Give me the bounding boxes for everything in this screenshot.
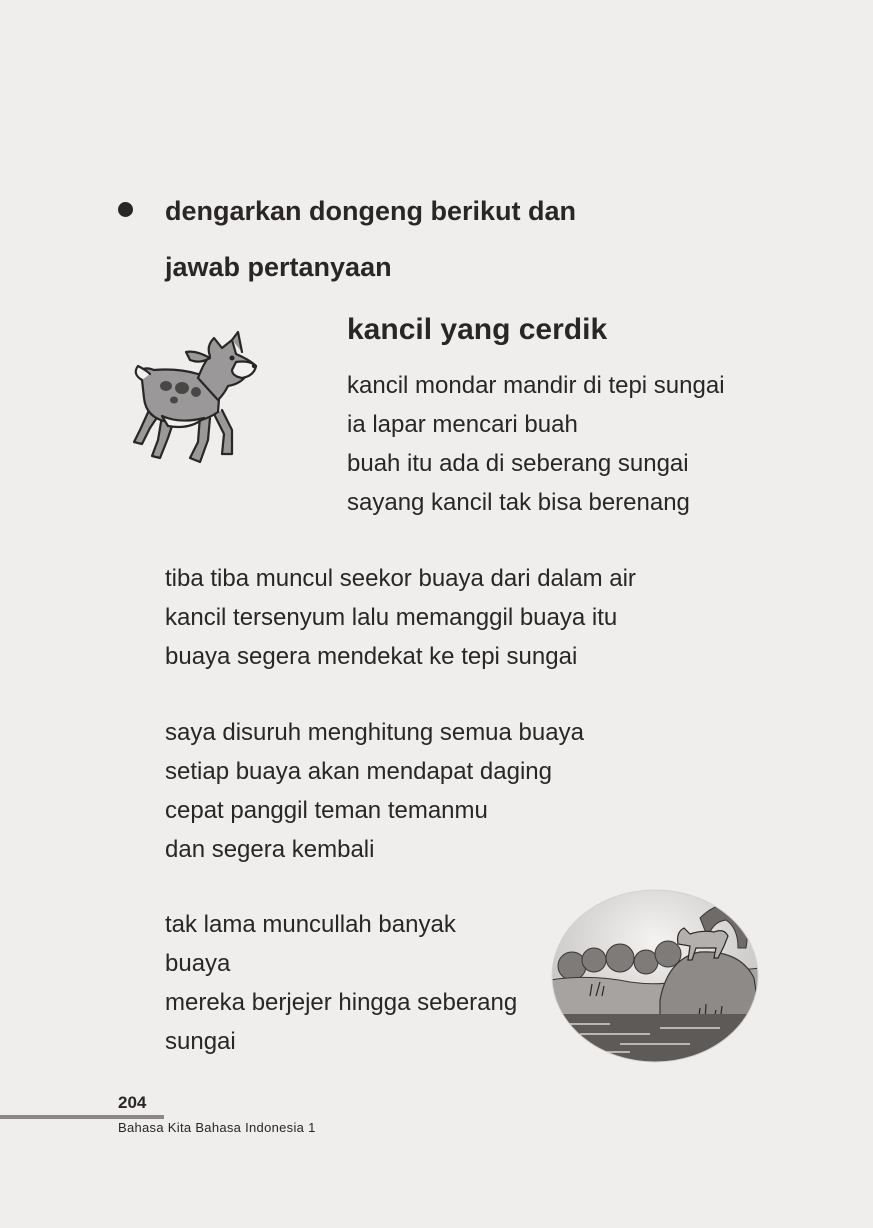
story-line: kancil tersenyum lalu memanggil buaya itu [165, 604, 618, 631]
story-line: buah itu ada di seberang sungai [347, 450, 689, 477]
book-title: Bahasa Kita Bahasa Indonesia 1 [118, 1120, 316, 1135]
page-number: 204 [118, 1093, 147, 1112]
story-line: sungai [165, 1028, 236, 1055]
story-line: setiap buaya akan mendapat daging [165, 758, 552, 785]
stanza-2 [165, 559, 636, 676]
story-line: cepat panggil teman temanmu [165, 797, 488, 824]
stanza-4 [165, 905, 517, 1061]
stanza-3 [165, 713, 584, 869]
footer-divider [0, 1115, 164, 1119]
story-line: buaya [165, 950, 231, 977]
story-line: buaya segera mendekat ke tepi sungai [165, 643, 578, 670]
instruction-line-1: dengarkan dongeng berikut dan [165, 196, 577, 226]
deer-illustration [128, 330, 264, 476]
river-scene-illustration [550, 888, 760, 1064]
bullet-icon [118, 202, 133, 217]
story-line: tiba tiba muncul seekor buaya dari dalam air [165, 565, 636, 592]
story-line: dan segera kembali [165, 836, 375, 863]
instruction [165, 183, 725, 295]
story-line: sayang kancil tak bisa berenang [347, 489, 690, 516]
story-line: kancil mondar mandir di tepi sungai [347, 372, 725, 399]
story-line: ia lapar mencari buah [347, 411, 578, 438]
instruction-line-2: jawab pertanyaan [165, 252, 392, 282]
story-line: saya disuruh menghitung semua buaya [165, 719, 584, 746]
story-line: mereka berjejer hingga seberang [165, 989, 518, 1016]
story-line: tak lama muncullah banyak [165, 911, 456, 938]
story-title: kancil yang cerdik [347, 313, 608, 346]
stanza-1 [347, 366, 725, 522]
